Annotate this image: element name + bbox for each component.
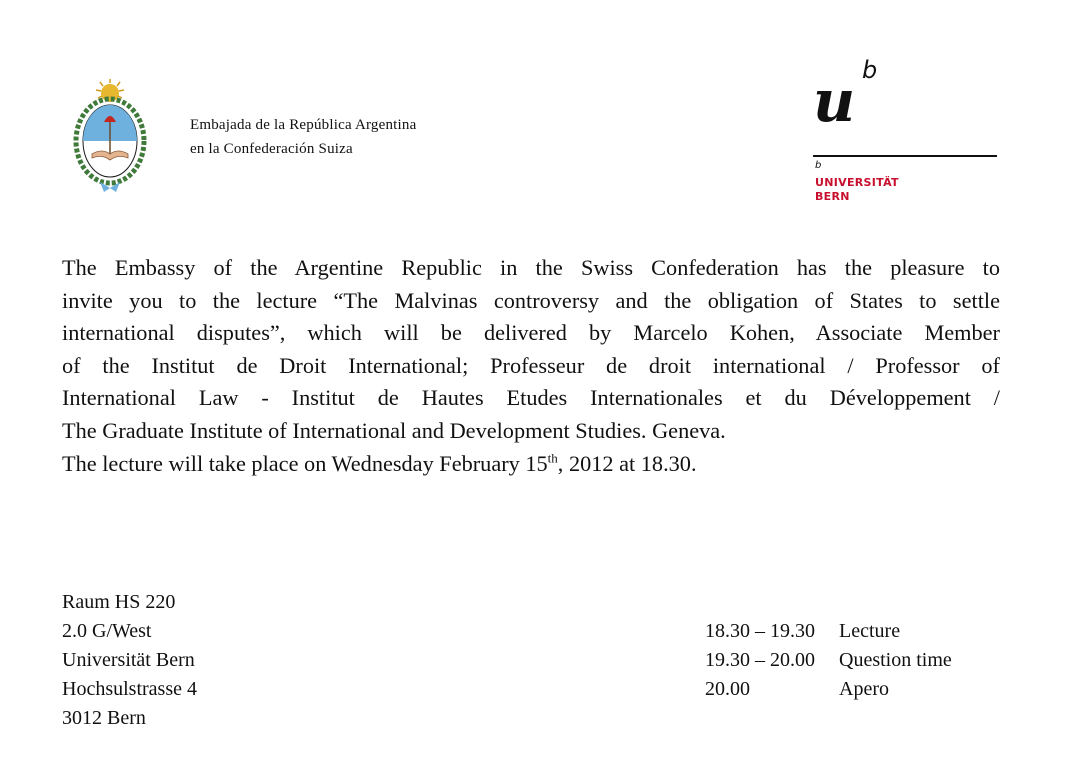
embassy-name-line2: en la Confederación Suiza: [190, 141, 353, 157]
date-ordinal-suffix: th: [547, 450, 558, 466]
paragraph-line: The Embassy of the Argentine Republic in the Swiss Confederation has the pleasure to: [62, 255, 1000, 280]
lecture-date-year-time: , 2012 at 18.30.: [557, 450, 697, 476]
address-line: Universität Bern: [62, 649, 195, 671]
unibe-logo-u: u: [813, 67, 856, 135]
invitation-paragraph: [62, 252, 1000, 480]
paragraph-line: The Graduate Institute of International and Development Studies. Geneva.: [62, 417, 726, 443]
university-name-line1: UNIVERSITÄT: [815, 176, 899, 189]
university-name-line2: BERN: [815, 190, 850, 203]
schedule-time: 18.30 – 19.30: [705, 620, 815, 642]
unibe-logo-rule: [813, 155, 997, 157]
lecture-date-text: The lecture will take place on Wednesday February 15: [62, 450, 548, 476]
paragraph-line: international disputes”, which will be delivered by Marcelo Kohen, Associate Member: [62, 320, 1000, 346]
paragraph-line: International Law - Institut de Hautes Etudes Internationales et du Développement /: [62, 385, 1000, 411]
schedule-time: 19.30 – 20.00: [705, 649, 815, 671]
schedule-row: [705, 617, 952, 646]
address-line: Raum HS 220: [62, 591, 176, 613]
event-schedule: [705, 617, 952, 704]
embassy-name-line1: Embajada de la República Argentina: [190, 117, 417, 133]
venue-address: [62, 588, 197, 733]
address-line: 2.0 G/West: [62, 620, 152, 642]
paragraph-line: of the Institut de Droit International; Professeur de droit international / Professor of: [62, 352, 1000, 378]
coat-of-arms-icon: [70, 76, 150, 196]
address-line: Hochsulstrasse 4: [62, 678, 197, 700]
address-line: 3012 Bern: [62, 707, 146, 729]
unibe-logo-small-b: b: [815, 160, 822, 171]
schedule-row: [705, 675, 952, 704]
schedule-item: Apero: [839, 678, 889, 700]
unibe-logo-b: b: [862, 56, 878, 84]
lecture-date-line: [62, 448, 1000, 481]
schedule-time: 20.00: [705, 678, 750, 700]
schedule-item: Question time: [839, 649, 952, 671]
paragraph-line: invite you to the lecture “The Malvinas controversy and the obligation of States to settle: [62, 287, 1000, 313]
schedule-item: Lecture: [839, 620, 901, 642]
schedule-row: [705, 646, 952, 675]
